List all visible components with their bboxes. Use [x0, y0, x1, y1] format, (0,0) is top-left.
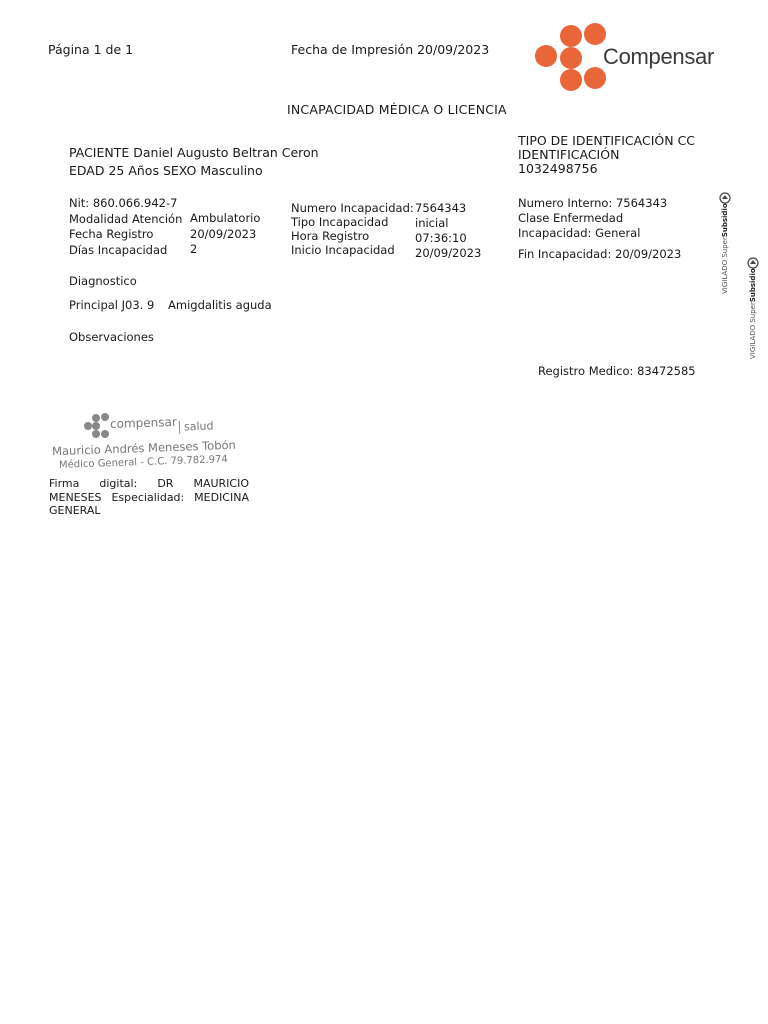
stamp-brand: compensar — [109, 414, 178, 432]
hora-registro-label: Hora Registro — [291, 229, 370, 243]
fecha-registro-label: Fecha Registro — [69, 227, 154, 241]
logo-text: Compensar — [603, 44, 715, 69]
mid-info-values — [415, 201, 481, 261]
doctor-stamp — [50, 408, 255, 476]
compensar-logo — [533, 22, 723, 94]
stamp-doctor: Mauricio Andrés Meneses Tobón — [51, 437, 237, 459]
diagnosis-label: Diagnostico — [69, 274, 137, 288]
inicio-incapacidad-label: Inicio Incapacidad — [291, 243, 395, 257]
dias-value: 2 — [190, 242, 198, 256]
document-title: INCAPACIDAD MÉDICA O LICENCIA — [287, 102, 507, 117]
tipo-incapacidad-value: inicial — [415, 216, 449, 230]
dias-label: Días Incapacidad — [69, 242, 168, 257]
stamp-role: Médico General - C.C. 79.782.974 — [58, 454, 228, 471]
id-label: IDENTIFICACIÓN — [518, 147, 620, 162]
left-info-values — [190, 211, 260, 258]
numero-incapacidad-label: Numero Incapacidad: — [291, 201, 414, 215]
fin-incapacidad: Fin Incapacidad: 20/09/2023 — [518, 247, 682, 261]
hora-registro-value: 07:36:10 — [415, 231, 467, 245]
vigilado-seal-icon-1 — [719, 192, 731, 204]
print-date: Fecha de Impresión 20/09/2023 — [291, 42, 490, 57]
modalidad-label: Modalidad Atención — [69, 211, 183, 226]
patient-name: PACIENTE Daniel Augusto Beltran Ceron — [69, 145, 319, 160]
right-info — [518, 196, 667, 241]
logo-dots-icon — [533, 22, 613, 94]
numero-incapacidad-value: 7564343 — [415, 201, 467, 215]
digital-signature: Firma digital: DR MAURICIO MENESES Especialidad: MEDICINA GENERAL — [49, 477, 249, 517]
inicio-incapacidad-value: 20/09/2023 — [415, 246, 482, 260]
page-number: Página 1 de 1 — [48, 42, 134, 57]
vigilado-label-1 — [721, 203, 729, 294]
stamp-logo-icon — [83, 412, 111, 440]
id-type: TIPO DE IDENTIFICACIÓN CC — [518, 133, 696, 148]
nit: Nit: 860.066.942-7 — [69, 196, 178, 210]
vigilado-suffix-1: Subsidio — [721, 203, 729, 238]
vigilado-suffix-2: Subsidio — [749, 268, 757, 303]
identification-block — [518, 134, 695, 176]
vigilado-prefix-1: VIGILADO Super — [721, 237, 729, 294]
fecha-registro-value: 20/09/2023 — [190, 226, 257, 241]
incapacidad-tipo: Incapacidad: General — [518, 226, 641, 240]
observations-label: Observaciones — [69, 330, 154, 344]
stamp-unit: salud — [179, 419, 214, 433]
vigilado-seal-icon-2 — [747, 257, 759, 269]
mid-info-labels — [291, 201, 414, 257]
vigilado-label-2 — [749, 268, 757, 359]
registro-medico: Registro Medico: 83472585 — [538, 364, 696, 378]
diagnosis-principal-label: Principal J03. 9 — [69, 298, 155, 312]
modalidad-value: Ambulatorio — [190, 211, 261, 225]
vigilado-prefix-2: VIGILADO Super — [749, 302, 757, 359]
patient-age-sex: EDAD 25 Años SEXO Masculino — [69, 163, 263, 178]
tipo-incapacidad-label: Tipo Incapacidad — [291, 215, 389, 229]
numero-interno: Numero Interno: 7564343 — [518, 196, 668, 210]
diagnosis-principal-value: Amigdalitis aguda — [168, 298, 272, 312]
clase-enfermedad: Clase Enfermedad — [518, 211, 624, 225]
id-number: 1032498756 — [518, 161, 598, 176]
left-info-labels — [69, 196, 182, 258]
